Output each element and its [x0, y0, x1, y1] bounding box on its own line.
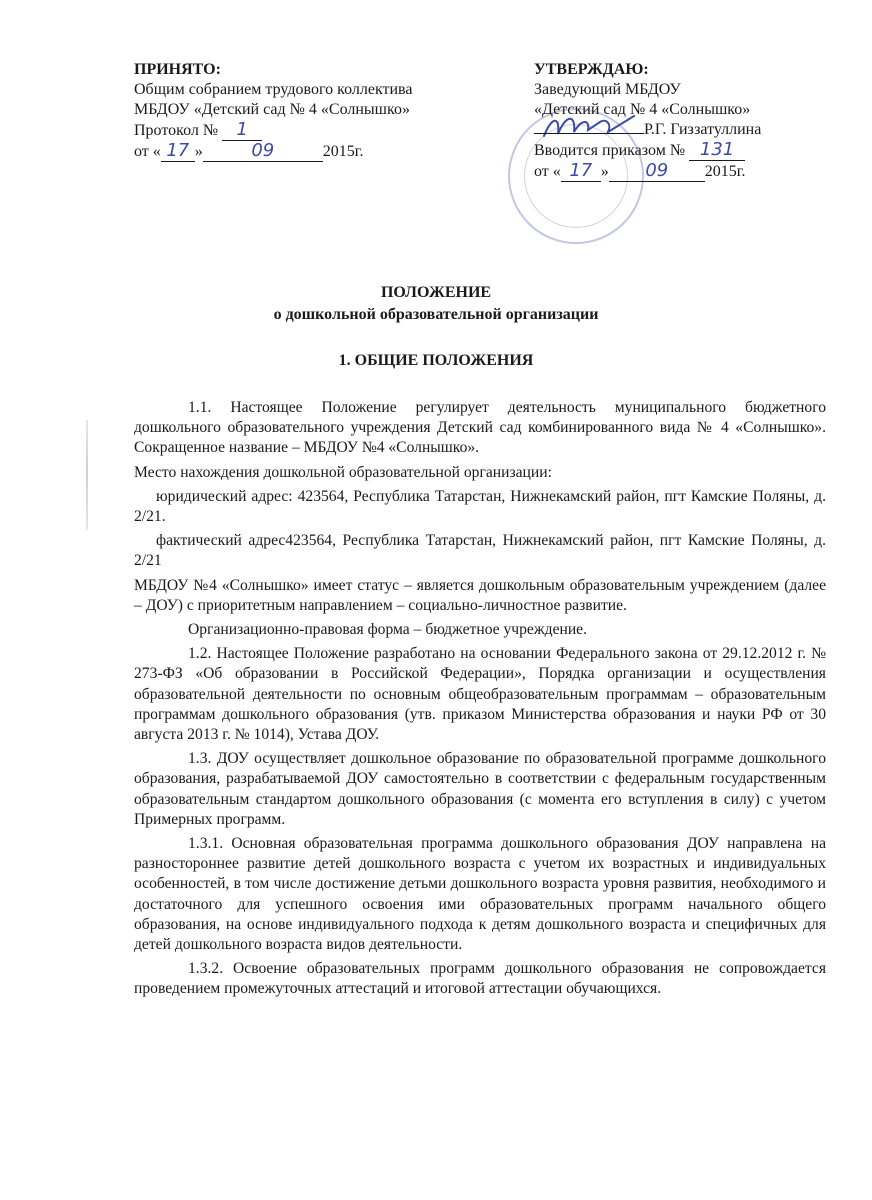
approved-date-month: 09: [609, 161, 705, 182]
accepted-date-day: 17: [161, 141, 195, 162]
paragraph-1-3: 1.3. ДОУ осуществляет дошкольное образование по образовательной программе дошкольного образования, разрабатываемой ДОУ самостоятельно в соответствии с федеральным государственным образовательным стандартом дошкольного образования (с момента его вступления в силу) с учетом Примерных программ.: [134, 750, 826, 828]
order-line: [534, 140, 834, 161]
accepted-body-line-1: Общим собранием трудового коллектива: [134, 81, 413, 98]
paragraph-1-3-2: 1.3.2. Освоение образовательных программ дошкольного образования не сопровождается проведением промежуточных аттестаций и итоговой аттестации обучающихся.: [134, 960, 826, 998]
protocol-line: [134, 120, 494, 141]
signature-blank: [534, 133, 644, 134]
document-title: ПОЛОЖЕНИЕ: [380, 284, 492, 301]
approved-date-year: 2015г.: [704, 163, 746, 180]
paragraph-status: МБДОУ №4 «Солнышко» имеет статус – является дошкольным образовательным учреждением (далее – ДОУ) с приоритетным направлением – социально-личностное развитие.: [134, 576, 826, 614]
accepted-date-month: 09: [203, 141, 323, 162]
approved-date-mid: »: [600, 163, 609, 180]
document-subtitle: о дошкольной образовательной организации: [273, 306, 599, 323]
signer-line: [534, 120, 834, 140]
paragraph-legal-form: Организационно-правовая форма – бюджетное учреждение.: [188, 621, 587, 639]
accepted-date-prefix: от «: [134, 143, 161, 160]
approved-block: [534, 60, 834, 182]
approved-body-line-2: «Детский сад № 4 «Солнышко»: [534, 101, 751, 118]
document-body: [134, 398, 826, 1004]
paragraph-1-2: 1.2. Настоящее Положение разработано на основании Федерального закона от 29.12.2012 г. № 273-ФЗ «Об образовании в Российской Федерации», Порядка организации и осуществления образовательной деятельности по основным общеобразовательным программам – образовательным программам дошкольного образования (утв. приказом Министерства образования и науки РФ от 30 августа 2013 г. № 1014), Устава ДОУ.: [134, 645, 826, 744]
signer-name: Р.Г. Гиззатуллина: [644, 121, 762, 138]
accepted-date-year: 2015г.: [322, 143, 364, 160]
approved-date-line: [534, 161, 834, 182]
approved-date-prefix: от «: [534, 163, 561, 180]
accepted-date-line: [134, 141, 494, 162]
scan-edge-mark: [86, 420, 88, 530]
paragraph-legal-address: юридический адрес: 423564, Республика Татарстан, Нижнекамский район, пгт Камские Поляны, д. 2/21.: [134, 487, 826, 526]
order-number: 131: [689, 140, 745, 161]
accepted-date-mid: »: [194, 143, 203, 160]
approved-heading: УТВЕРЖДАЮ:: [534, 61, 649, 78]
paragraph-1-1: 1.1. Настоящее Положение регулирует деятельность муниципального бюджетного дошкольного образовательного учреждения Детский сад комбинированного вида № 4 «Солнышко». Сокращенное название – МБДОУ №4 «Солнышко».: [134, 399, 826, 457]
approved-body-line-1: Заведующий МБДОУ: [534, 81, 681, 98]
paragraph-actual-address: фактический адрес423564, Республика Татарстан, Нижнекамский район, пгт Камские Поляны, д. 2/21: [134, 532, 826, 570]
accepted-body-line-2: МБДОУ «Детский сад № 4 «Солнышко»: [134, 101, 410, 118]
order-label: Вводится приказом №: [534, 142, 690, 159]
protocol-label: Протокол №: [134, 122, 223, 139]
accepted-heading: ПРИНЯТО:: [134, 61, 221, 78]
section-heading: 1. ОБЩИЕ ПОЛОЖЕНИЯ: [338, 352, 534, 369]
protocol-number: 1: [222, 120, 262, 141]
paragraph-1-3-1: 1.3.1. Основная образовательная программа дошкольного образования ДОУ направлена на разностороннее развитие детей дошкольного возраста с учетом их возрастных и индивидуальных особенностей, в том числе достижение детьми дошкольного возраста уровня развития, необходимого и достаточного для успешного освоения ими образовательных программ начального общего образования, на основе индивидуального подхода к детям дошкольного возраста и специфичных для детей дошкольного возраста видов деятельности.: [134, 835, 826, 954]
approved-date-day: 17: [561, 161, 601, 182]
accepted-block: [134, 60, 494, 162]
paragraph-location: Место нахождения дошкольной образовательной организации:: [134, 463, 552, 481]
